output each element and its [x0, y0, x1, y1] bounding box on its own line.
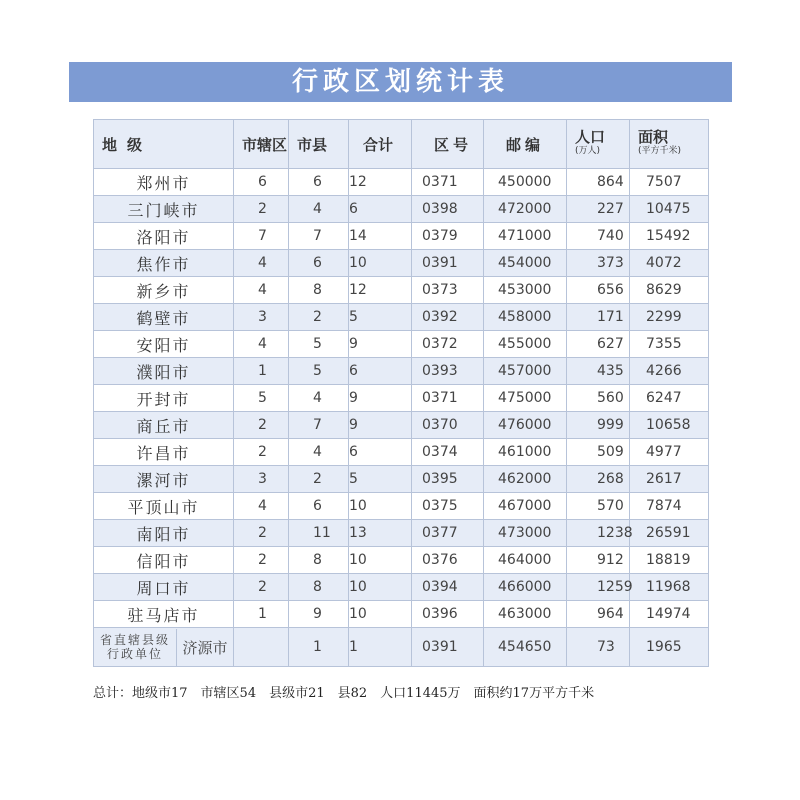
cell-city: 商丘市	[94, 412, 234, 439]
cell-area-code: 0396	[412, 601, 484, 628]
table-row	[94, 250, 709, 277]
cell-districts: 4	[234, 250, 289, 277]
cell-city: 周口市	[94, 574, 234, 601]
cell-total: 9	[349, 385, 412, 412]
cell-land-area: 4977	[630, 439, 709, 466]
cell-postcode: 458000	[484, 304, 567, 331]
cell-population: 570	[567, 493, 630, 520]
cell-city: 漯河市	[94, 466, 234, 493]
cell-districts: 7	[234, 223, 289, 250]
cell-population: 627	[567, 331, 630, 358]
table-body	[94, 169, 709, 628]
cell-area-code: 0379	[412, 223, 484, 250]
cell-city: 驻马店市	[94, 601, 234, 628]
cell-land-area: 8629	[630, 277, 709, 304]
cell-population: 373	[567, 250, 630, 277]
table-row	[94, 412, 709, 439]
cell-city: 安阳市	[94, 331, 234, 358]
table-row	[94, 331, 709, 358]
direct-label	[94, 629, 177, 666]
cell-city: 南阳市	[94, 520, 234, 547]
cell-counties: 11	[289, 520, 349, 547]
cell-districts: 2	[234, 574, 289, 601]
direct-name-cell	[94, 628, 234, 667]
direct-population: 73	[567, 628, 630, 667]
cell-city: 许昌市	[94, 439, 234, 466]
direct-postcode: 454650	[484, 628, 567, 667]
cell-city: 三门峡市	[94, 196, 234, 223]
cell-area-code: 0394	[412, 574, 484, 601]
cell-counties: 6	[289, 493, 349, 520]
table-row	[94, 493, 709, 520]
cell-population: 171	[567, 304, 630, 331]
cell-population: 964	[567, 601, 630, 628]
cell-city: 平顶山市	[94, 493, 234, 520]
cell-population: 227	[567, 196, 630, 223]
cell-total: 10	[349, 574, 412, 601]
cell-area-code: 0371	[412, 385, 484, 412]
cell-area-code: 0373	[412, 277, 484, 304]
cell-counties: 7	[289, 412, 349, 439]
cell-counties: 8	[289, 574, 349, 601]
header-name: 地级	[94, 120, 234, 169]
table-row	[94, 169, 709, 196]
cell-city: 新乡市	[94, 277, 234, 304]
cell-area-code: 0377	[412, 520, 484, 547]
cell-population: 656	[567, 277, 630, 304]
cell-city: 焦作市	[94, 250, 234, 277]
direct-total: 1	[349, 628, 412, 667]
header-districts: 市辖区	[234, 120, 289, 169]
page-title: 行政区划统计表	[69, 62, 732, 102]
cell-city: 鹤壁市	[94, 304, 234, 331]
cell-postcode: 455000	[484, 331, 567, 358]
direct-label-line1: 省直辖县级	[99, 633, 170, 647]
cell-total: 6	[349, 196, 412, 223]
table-row	[94, 196, 709, 223]
cell-districts: 4	[234, 331, 289, 358]
cell-counties: 2	[289, 304, 349, 331]
table-row	[94, 304, 709, 331]
direct-label-line2: 行政单位	[106, 647, 163, 661]
cell-total: 9	[349, 412, 412, 439]
summary-text: 总计：地级市17 市辖区54 县级市21 县82 人口11445万 面积约17万平方千米	[93, 686, 595, 701]
direct-city: 济源市	[182, 638, 228, 657]
cell-counties: 7	[289, 223, 349, 250]
cell-districts: 2	[234, 412, 289, 439]
cell-counties: 8	[289, 547, 349, 574]
cell-population: 999	[567, 412, 630, 439]
cell-total: 9	[349, 331, 412, 358]
cell-districts: 1	[234, 601, 289, 628]
cell-districts: 2	[234, 520, 289, 547]
cell-land-area: 7874	[630, 493, 709, 520]
cell-postcode: 472000	[484, 196, 567, 223]
header-population-unit: (万人)	[575, 146, 601, 156]
cell-land-area: 10658	[630, 412, 709, 439]
cell-area-code: 0376	[412, 547, 484, 574]
cell-population: 560	[567, 385, 630, 412]
cell-land-area: 11968	[630, 574, 709, 601]
cell-districts: 5	[234, 385, 289, 412]
cell-postcode: 473000	[484, 520, 567, 547]
cell-districts: 4	[234, 493, 289, 520]
cell-total: 14	[349, 223, 412, 250]
cell-population: 864	[567, 169, 630, 196]
cell-postcode: 457000	[484, 358, 567, 385]
header-land-area	[630, 120, 709, 169]
direct-row	[94, 628, 709, 667]
cell-total: 10	[349, 601, 412, 628]
cell-city: 开封市	[94, 385, 234, 412]
cell-land-area: 26591	[630, 520, 709, 547]
stats-table	[93, 119, 709, 667]
cell-districts: 1	[234, 358, 289, 385]
cell-districts: 2	[234, 439, 289, 466]
cell-city: 信阳市	[94, 547, 234, 574]
cell-counties: 6	[289, 169, 349, 196]
header-land-area-unit: (平方千米)	[638, 146, 682, 156]
cell-postcode: 466000	[484, 574, 567, 601]
direct-districts	[234, 628, 289, 667]
cell-population: 435	[567, 358, 630, 385]
cell-postcode: 454000	[484, 250, 567, 277]
table-row	[94, 358, 709, 385]
cell-total: 10	[349, 493, 412, 520]
header-area-code: 区号	[412, 120, 484, 169]
cell-area-code: 0374	[412, 439, 484, 466]
header-row	[94, 120, 709, 169]
header-counties: 市县	[289, 120, 349, 169]
cell-land-area: 10475	[630, 196, 709, 223]
cell-counties: 5	[289, 331, 349, 358]
cell-districts: 3	[234, 304, 289, 331]
direct-land-area: 1965	[630, 628, 709, 667]
cell-area-code: 0391	[412, 250, 484, 277]
cell-population: 740	[567, 223, 630, 250]
cell-total: 12	[349, 277, 412, 304]
cell-total: 13	[349, 520, 412, 547]
cell-districts: 6	[234, 169, 289, 196]
cell-land-area: 15492	[630, 223, 709, 250]
cell-counties: 6	[289, 250, 349, 277]
cell-area-code: 0393	[412, 358, 484, 385]
cell-area-code: 0372	[412, 331, 484, 358]
cell-total: 6	[349, 439, 412, 466]
cell-counties: 2	[289, 466, 349, 493]
table-row	[94, 520, 709, 547]
header-postcode: 邮编	[484, 120, 567, 169]
table-row	[94, 385, 709, 412]
cell-area-code: 0392	[412, 304, 484, 331]
header-land-area-label: 面积	[638, 128, 669, 146]
cell-counties: 8	[289, 277, 349, 304]
cell-area-code: 0375	[412, 493, 484, 520]
cell-area-code: 0398	[412, 196, 484, 223]
cell-city: 洛阳市	[94, 223, 234, 250]
cell-postcode: 467000	[484, 493, 567, 520]
table-row	[94, 466, 709, 493]
cell-counties: 9	[289, 601, 349, 628]
cell-population: 268	[567, 466, 630, 493]
cell-districts: 2	[234, 196, 289, 223]
cell-population: 1259	[567, 574, 630, 601]
cell-land-area: 18819	[630, 547, 709, 574]
table-row	[94, 223, 709, 250]
cell-counties: 4	[289, 196, 349, 223]
cell-area-code: 0395	[412, 466, 484, 493]
cell-population: 912	[567, 547, 630, 574]
cell-land-area: 7355	[630, 331, 709, 358]
cell-population: 1238	[567, 520, 630, 547]
table-row	[94, 277, 709, 304]
cell-total: 5	[349, 304, 412, 331]
table-row	[94, 601, 709, 628]
cell-land-area: 4072	[630, 250, 709, 277]
cell-districts: 3	[234, 466, 289, 493]
cell-counties: 4	[289, 385, 349, 412]
cell-postcode: 475000	[484, 385, 567, 412]
cell-total: 10	[349, 250, 412, 277]
cell-total: 12	[349, 169, 412, 196]
table-row	[94, 574, 709, 601]
cell-land-area: 14974	[630, 601, 709, 628]
cell-postcode: 471000	[484, 223, 567, 250]
cell-counties: 4	[289, 439, 349, 466]
cell-total: 5	[349, 466, 412, 493]
cell-districts: 2	[234, 547, 289, 574]
table-row	[94, 439, 709, 466]
cell-land-area: 2299	[630, 304, 709, 331]
cell-land-area: 2617	[630, 466, 709, 493]
cell-population: 509	[567, 439, 630, 466]
cell-city: 郑州市	[94, 169, 234, 196]
cell-districts: 4	[234, 277, 289, 304]
direct-area-code: 0391	[412, 628, 484, 667]
cell-postcode: 462000	[484, 466, 567, 493]
cell-postcode: 453000	[484, 277, 567, 304]
cell-land-area: 6247	[630, 385, 709, 412]
header-total: 合计	[349, 120, 412, 169]
cell-land-area: 7507	[630, 169, 709, 196]
cell-area-code: 0370	[412, 412, 484, 439]
cell-postcode: 463000	[484, 601, 567, 628]
cell-total: 6	[349, 358, 412, 385]
cell-counties: 5	[289, 358, 349, 385]
cell-postcode: 461000	[484, 439, 567, 466]
cell-postcode: 450000	[484, 169, 567, 196]
cell-area-code: 0371	[412, 169, 484, 196]
cell-city: 濮阳市	[94, 358, 234, 385]
direct-counties: 1	[289, 628, 349, 667]
table-row	[94, 547, 709, 574]
cell-land-area: 4266	[630, 358, 709, 385]
cell-postcode: 476000	[484, 412, 567, 439]
cell-total: 10	[349, 547, 412, 574]
header-population-label: 人口	[575, 128, 606, 146]
header-population	[567, 120, 630, 169]
cell-postcode: 464000	[484, 547, 567, 574]
